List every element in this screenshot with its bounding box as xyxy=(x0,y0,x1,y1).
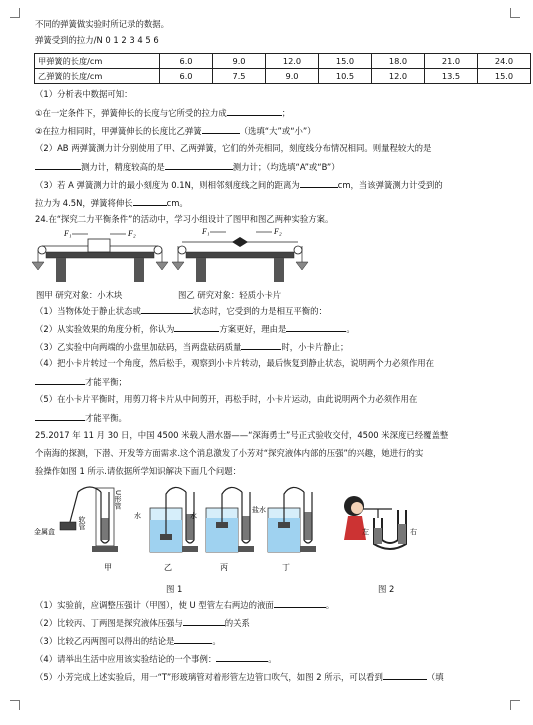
table-cell: 18.0 xyxy=(372,54,425,69)
crop-mark-bottom-right xyxy=(510,700,520,710)
crop-mark-top-left xyxy=(10,8,20,18)
table-cell: 12.0 xyxy=(372,69,425,84)
figure-jia-wood-block-apparatus xyxy=(30,226,170,286)
answer-blank xyxy=(35,161,81,170)
force-label-f1: F₁ xyxy=(64,229,72,238)
q24-part1: （1）当物体处于静止状态或 状态时，它受到的力是相互平衡的： xyxy=(35,306,327,316)
intro-text: 不同的弹簧做实验时所记录的数据。 xyxy=(35,19,169,29)
figure-1-pressure-gauge-experiments xyxy=(30,478,330,588)
answer-blank xyxy=(216,653,268,662)
label-right: 右 xyxy=(410,528,417,536)
q25-part1: （1）实验前，应调整压强计（甲图），使 U 型管左右两边的液面 。 xyxy=(35,600,335,610)
q24-part3: （3）乙实验中向两端的小盘里加砝码，当两盘砝码质量 时，小卡片静止； xyxy=(35,342,349,352)
answer-blank xyxy=(274,599,326,608)
table-cell: 12.0 xyxy=(266,54,319,69)
answer-blank xyxy=(183,617,225,626)
q25-part3: （3）比较乙丙两图可以得出的结论是 。 xyxy=(35,636,221,646)
label-metal-box: 金属盒 xyxy=(34,528,55,536)
answer-blank xyxy=(35,412,85,421)
label-hose: 软管 xyxy=(78,516,86,530)
label-water: 水 xyxy=(134,512,141,520)
panel-label-jia: 甲 xyxy=(104,563,112,572)
panel-yi xyxy=(134,487,198,552)
table-cell: 15.0 xyxy=(478,69,531,84)
table-cell: 9.0 xyxy=(266,69,319,84)
force-label-f1: F₁ xyxy=(202,227,210,236)
figure-yi-card-apparatus xyxy=(170,226,310,286)
panel-jia xyxy=(34,487,122,552)
answer-blank xyxy=(174,635,212,644)
q23-part1b: ②在拉力相同时，甲弹簧伸长的长度比乙弹簧 （选填“大”或“小”） xyxy=(35,126,316,136)
table-cell: 6.0 xyxy=(160,69,213,84)
table-cell: 21.0 xyxy=(425,54,478,69)
q23-part1a: ①在一定条件下，弹簧伸长的长度与它所受的拉力成 ； xyxy=(35,108,291,118)
q23-part2-line1: （2）AB 两弹簧测力计分别使用了甲、乙两弹簧，它们的外壳相同，刻度线分布情况相同。则量程较大的是 xyxy=(35,143,432,153)
q23-part2-line2: 测力计，精度较高的是 测力计；（均选填“A”或“B”） xyxy=(35,161,340,173)
label-u-tube: U形管 xyxy=(114,490,122,510)
q24-part4-line1: （4）把小卡片转过一个角度，然后松手，观察到小卡片转动，最后恢复到静止状态，说明两个力必须作用在 xyxy=(35,358,434,368)
table-cell: 9.0 xyxy=(213,54,266,69)
table-cell: 6.0 xyxy=(160,54,213,69)
panel-bing xyxy=(190,487,254,552)
crop-mark-bottom-left xyxy=(10,700,20,710)
q24-part4-line2: 才能平衡； xyxy=(35,376,127,388)
table-cell: 13.5 xyxy=(425,69,478,84)
force-label-f2: F₂ xyxy=(274,227,282,236)
answer-blank xyxy=(35,376,85,385)
q25-line1: 25.2017 年 11 月 30 日，中国 4500 米载人潜水器——“深海勇士”号正式验收交付，4500 米深度已经覆盖整 xyxy=(35,430,449,440)
answer-blank xyxy=(383,671,427,680)
q24-part5-line1: （5）在小卡片平衡时，用剪刀将卡片从中间剪开，再松手时，小卡片运动，由此说明两个力必须作用在 xyxy=(35,394,418,404)
table-cell: 10.5 xyxy=(319,69,372,84)
panel-label-ding: 丁 xyxy=(282,563,290,572)
force-label-f2: F₂ xyxy=(128,229,136,238)
answer-blank xyxy=(202,125,240,134)
answer-blank xyxy=(165,161,233,170)
label-water: 水 xyxy=(190,512,197,520)
answer-blank xyxy=(174,323,219,332)
answer-blank xyxy=(133,197,167,206)
crop-mark-top-right xyxy=(510,8,520,18)
q24-part2: （2）从实验效果的角度分析，你认为 方案更好，理由是 。 xyxy=(35,324,355,334)
label-brine: 盐水 xyxy=(252,506,266,514)
figure-2-caption: 图 2 xyxy=(378,584,395,594)
force-row-text: 弹簧受到的拉力/N 0 1 2 3 4 5 6 xyxy=(35,35,159,45)
q25-part4: （4）请举出生活中应用该实验结论的一个事例： 。 xyxy=(35,654,277,664)
label-left: 左 xyxy=(362,528,369,536)
panel-label-yi: 乙 xyxy=(164,563,172,572)
table-cell: 24.0 xyxy=(478,54,531,69)
q24-part5-line2: 才能平衡。 xyxy=(35,412,127,424)
table-cell: 15.0 xyxy=(319,54,372,69)
answer-blank xyxy=(286,323,346,332)
table-row xyxy=(35,54,531,69)
q23-part3-line1: （3）若 A 弹簧测力计的最小刻度为 0.1N，则相邻刻度线之间的距离为 cm，当该弹簧测力计受到的 xyxy=(35,180,443,190)
figure-yi-caption: 图乙 研究对象：轻质小卡片 xyxy=(178,290,282,300)
q25-part2: （2）比较丙、丁两图是探究液体压强与 的关系 xyxy=(35,618,250,628)
q24-title: 24.在“探究二力平衡条件”的活动中，学习小组设计了图甲和图乙两种实验方案。 xyxy=(35,214,334,224)
answer-blank xyxy=(241,341,281,350)
figure-jia-caption: 图甲 研究对象：小木块 xyxy=(36,290,123,300)
spring-data-table xyxy=(34,53,531,84)
q25-line3: 验操作如图 1 所示.请依据所学知识解决下面几个问题： xyxy=(35,466,241,476)
q23-part1: （1）分析表中数据可知： xyxy=(35,89,133,99)
answer-blank xyxy=(227,107,282,116)
q25-part5: （5）小芳完成上述实验后，用一“T”形玻璃管对着形管左边管口吹气，如图 2 所示，可以看到 （填 xyxy=(35,672,444,682)
answer-blank xyxy=(300,179,338,188)
answer-blank xyxy=(141,305,193,314)
q25-line2: 个南海的探测，下潜、开发等方面需求.这个消息激发了小芳对“探究液体内部的压强”的兴趣，她进行的实 xyxy=(35,448,424,458)
table-cell: 乙弹簧的长度/cm xyxy=(35,69,160,84)
figure-2-blowing-t-tube xyxy=(340,488,440,558)
panel-ding xyxy=(252,487,316,552)
q23-part3-line2: 拉力为 4.5N，弹簧将伸长 cm。 xyxy=(35,198,188,208)
panel-label-bing: 丙 xyxy=(220,563,228,572)
table-cell: 甲弹簧的长度/cm xyxy=(35,54,160,69)
figure-1-caption: 图 1 xyxy=(166,584,183,594)
table-row xyxy=(35,69,531,84)
table-cell: 7.5 xyxy=(213,69,266,84)
